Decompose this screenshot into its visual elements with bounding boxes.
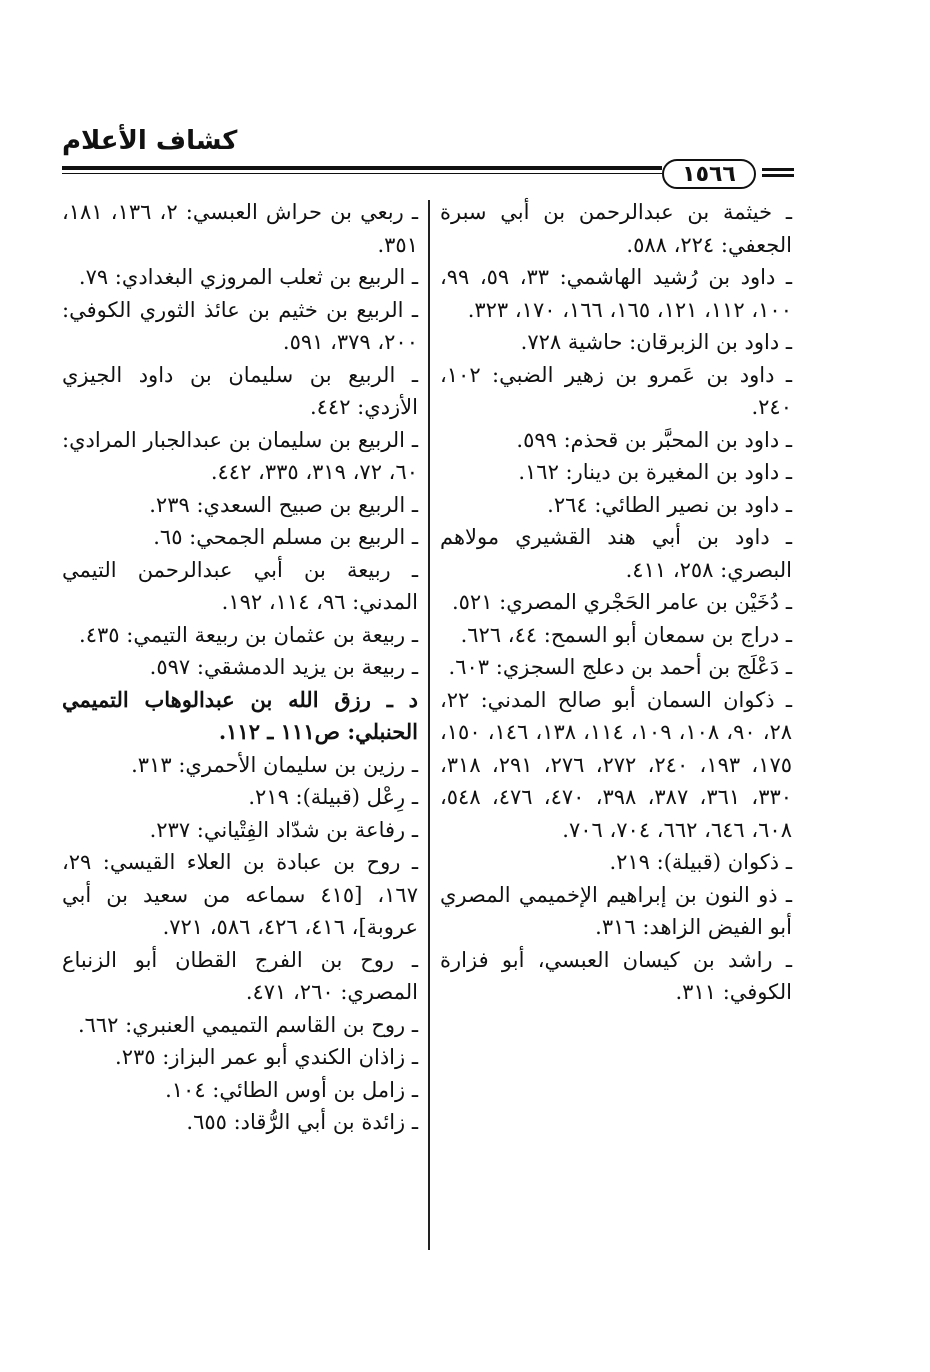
index-entry-highlighted: د ـ رزق الله بن عبدالوهاب التميمي الحنبلي: ص١١١ ـ ١١٢. xyxy=(62,686,418,744)
right-column xyxy=(440,196,792,1009)
index-entry: ـ ذكوان السمان أبو صالح المدني: ٢٢، ٢٨، ٩٠، ١٠٨، ١٠٩، ١١٤، ١٣٨، ١٤٦، ١٥٠، ١٧٥، ١٩٣، ٢٤٠، ٢٧٢، ٢٧٦، ٢٩١، ٣١٨، ٣٣٠، ٣٦١، ٣٨٧، ٣٩٨، ٤٧٠، ٤٧٦، ٥٤٨، ٦٠٨، ٦٤٦، ٦٦٢، ٧٠٤، ٧٠٦. xyxy=(440,687,793,842)
index-entry: ـ زاذان الكندي أبو عمر البزاز: ٢٣٥. xyxy=(115,1045,418,1069)
index-entry: ـ زائدة بن أبي الرُّقاد: ٦٥٥. xyxy=(186,1110,418,1134)
index-entry: ـ الربيع بن مسلم الجمحي: ٦٥. xyxy=(153,525,418,549)
running-header-title: كشاف الأعلام xyxy=(62,126,238,156)
index-entry: ـ داود بن أبي هند القشيري مولاهم البصري: ٢٥٨، ٤١١. xyxy=(440,525,792,582)
index-entry: ـ داود بن رُشيد الهاشمي: ٣٣، ٥٩، ٩٩، ١٠٠، ١١٢، ١٢١، ١٦٥، ١٦٦، ١٧٠، ٣٢٣. xyxy=(440,265,793,322)
index-entry: ـ الربيع بن خثيم بن عائذ الثوري الكوفي: ٢٠٠، ٣٧٩، ٥٩١. xyxy=(62,297,418,354)
index-entry: ـ رِعْل (قبيلة): ٢١٩. xyxy=(248,785,418,809)
index-entry: ـ ربيعة بن يزيد الدمشقي: ٥٩٧. xyxy=(149,655,418,679)
index-entry: ـ دراج بن سمعان أبو السمح: ٤٤، ٦٢٦. xyxy=(460,622,792,647)
index-entry: ـ الربيع بن سليمان بن عبدالجبار المرادي: ٦٠، ٧٢، ٣١٩، ٣٣٥، ٤٤٢. xyxy=(62,427,418,484)
index-entry: ـ رفاعة بن شدّاد الفِتْياني: ٢٣٧. xyxy=(149,817,418,842)
index-entry: ـ روح بن عبادة بن العلاء القيسي: ٢٩، ١٦٧، [٤١٥ سماعه من سعيد بن أبي عروبة]، ٤١٦، ٤٢٦، ٥٨٦، ٧٢١. xyxy=(62,850,418,939)
index-entry: ـ الربيع بن سليمان بن داود الجيزي الأزدي: ٤٤٢. xyxy=(62,362,418,419)
index-entry: ـ ربيعة بن أبي عبدالرحمن التيمي المدني: ٩٦، ١١٤، ١٩٢. xyxy=(62,557,418,614)
index-entry: ـ زامل بن أوس الطائي: ١٠٤. xyxy=(165,1077,418,1102)
index-entry: ـ ربيعة بن عثمان بن ربيعة التيمي: ٤٣٥. xyxy=(79,622,418,647)
index-entry: ـ داود بن الزبرقان: حاشية ٧٢٨. xyxy=(520,330,792,354)
page-number: ١٥٦٦ xyxy=(662,159,756,189)
index-entry: ـ دُخَيْن بن عامر الحَجْري المصري: ٥٢١. xyxy=(451,590,792,614)
header-rule-thin xyxy=(62,173,662,174)
index-entry: ـ داود بن نصير الطائي: ٢٦٤. xyxy=(547,492,792,517)
index-entry: ـ الربيع بن صبيح السعدي: ٢٣٩. xyxy=(149,492,418,517)
header-ornament xyxy=(762,168,794,180)
left-column xyxy=(62,196,418,1139)
index-entry: ـ الربيع بن ثعلب المروزي البغدادي: ٧٩. xyxy=(78,265,418,289)
index-entry: ـ خيثمة بن عبدالرحمن بن أبي سبرة الجعفي: ٢٢٤، ٥٨٨. xyxy=(440,200,792,257)
index-entry: ـ روح بن القاسم التميمي العنبري: ٦٦٢. xyxy=(77,1012,418,1037)
column-divider xyxy=(428,200,430,1250)
header-rule xyxy=(62,166,662,170)
index-entry: ـ دَعْلَج بن أحمد بن دعلج السجزي: ٦٠٣. xyxy=(448,655,792,679)
index-entry: ـ راشد بن كيسان العبسي، أبو فزارة الكوفي: ٣١١. xyxy=(440,947,792,1004)
index-entry: ـ داود بن المحبَّر بن قحذم: ٥٩٩. xyxy=(516,427,792,452)
index-entry: ـ داود بن المغيرة بن دينار: ١٦٢. xyxy=(518,460,792,484)
index-entry: ـ ربعي بن حراش العبسي: ٢، ١٣٦، ١٨١، ٣٥١. xyxy=(62,200,419,257)
index-entry: ـ ذو النون بن إبراهيم الإخميمي المصري أبو الفيض الزاهد: ٣١٦. xyxy=(440,882,792,939)
index-entry: ـ ذكوان (قبيلة): ٢١٩. xyxy=(609,850,792,874)
index-entry: ـ داود بن عَمرو بن زهير الضبي: ١٠٢، ٢٤٠. xyxy=(440,362,792,419)
index-entry: ـ رزين بن سليمان الأحمري: ٣١٣. xyxy=(131,752,418,777)
index-entry: ـ روح بن الفرج القطان أبو الزنباع المصري: ٢٦٠، ٤٧١. xyxy=(62,947,418,1004)
